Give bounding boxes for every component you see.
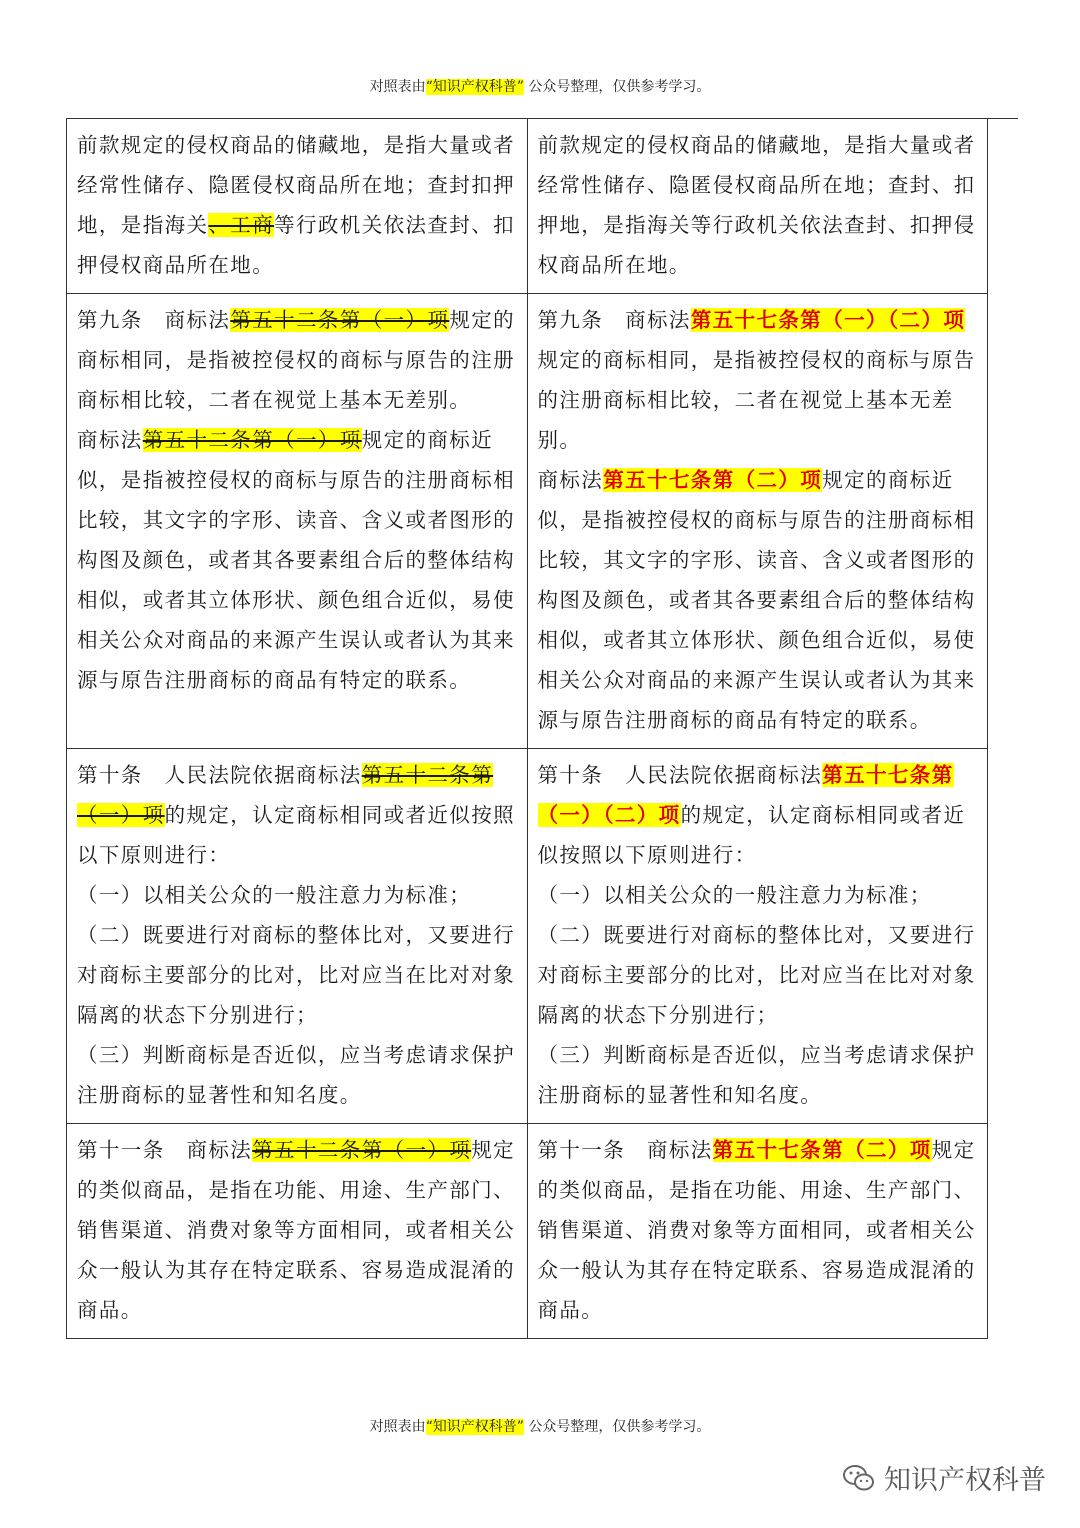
table-row: [67, 119, 988, 294]
list-item: （一）以相关公众的一般注意力为标准；: [77, 883, 472, 907]
deleted-text: 、工商: [208, 213, 275, 237]
added-text: 第五十七条第（二）项: [712, 1138, 932, 1162]
deleted-text: 第五十二条第（一）项: [230, 308, 450, 332]
list-item: （一）以相关公众的一般注意力为标准；: [537, 883, 932, 907]
deleted-text: 第五十二条第（一）项: [252, 1138, 472, 1162]
added-text: 第五十七条第（二）项: [603, 468, 823, 492]
table-row: [67, 1124, 988, 1339]
old-text-cell: 第十条 人民法院依据商标法第五十二条第（一）项的规定，认定商标相同或者近似按照以下原则进行： （一）以相关公众的一般注意力为标准； （二）既要进行对商标的整体比对，又要进行对商标主要部分的比对，比对应当在比对对象隔离的状态下分别进行； （三）判断商标是否近似，应当考虑请求保护注册商标的显著性和知名度。: [67, 749, 528, 1124]
added-text: 第五十七条第（一）（二）项: [690, 308, 966, 332]
page-header: [0, 76, 1080, 96]
list-item: （二）既要进行对商标的整体比对，又要进行对商标主要部分的比对，比对应当在比对对象隔离的状态下分别进行；: [77, 923, 515, 1027]
new-text-cell: 前款规定的侵权商品的储藏地，是指大量或者经常性储存、隐匿侵权商品所在地；查封、扣押地，是指海关等行政机关依法查封、扣押侵权商品所在地。: [527, 119, 988, 294]
table-row: [67, 294, 988, 749]
wechat-icon: [842, 1463, 876, 1493]
new-text-cell: 第十一条 商标法第五十七条第（二）项规定的类似商品，是指在功能、用途、生产部门、销售渠道、消费对象等方面相同，或者相关公众一般认为其存在特定联系、容易造成混淆的商品。: [527, 1124, 988, 1339]
watermark-text: 知识产权科普: [884, 1465, 1046, 1496]
account-watermark: [842, 1458, 1046, 1497]
list-item: （三）判断商标是否近似，应当考虑请求保护注册商标的显著性和知名度。: [77, 1043, 515, 1107]
header-brand: “知识产权科普”: [425, 79, 524, 95]
header-post: 公众号整理，仅供参考学习。: [523, 79, 711, 95]
old-text-cell: 第十一条 商标法第五十二条第（一）项规定的类似商品，是指在功能、用途、生产部门、销售渠道、消费对象等方面相同，或者相关公众一般认为其存在特定联系、容易造成混淆的商品。: [67, 1124, 528, 1339]
page-footer: [0, 1416, 1080, 1436]
footer-pre: 对照表由: [369, 1419, 426, 1435]
deleted-text: 第五十二条第（一）项: [77, 763, 494, 827]
header-pre: 对照表由: [369, 79, 426, 95]
comparison-table: [66, 118, 988, 1339]
table-row: [67, 749, 988, 1124]
old-text-cell: 第九条 商标法第五十二条第（一）项规定的商标相同，是指被控侵权的商标与原告的注册商标相比较，二者在视觉上基本无差别。 商标法第五十二条第（一）项规定的商标近似，是指被控侵权的商标与原告的注册商标相比较，其文字的字形、读音、含义或者图形的构图及颜色，或者其各要素组合后的整体结构相似，或者其立体形状、颜色组合近似，易使相关公众对商品的来源产生误认或者认为其来源与原告注册商标的商品有特定的联系。: [67, 294, 528, 749]
added-text: 第五十七条第（一）（二）项: [537, 763, 954, 827]
list-item: （二）既要进行对商标的整体比对，又要进行对商标主要部分的比对，比对应当在比对对象隔离的状态下分别进行；: [537, 923, 976, 1027]
new-text-cell: 第九条 商标法第五十七条第（一）（二）项规定的商标相同，是指被控侵权的商标与原告的注册商标相比较，二者在视觉上基本无差别。 商标法第五十七条第（二）项规定的商标近似，是指被控侵权的商标与原告的注册商标相比较，其文字的字形、读音、含义或者图形的构图及颜色，或者其各要素组合后的整体结构相似，或者其立体形状、颜色组合近似，易使相关公众对商品的来源产生误认或者认为其来源与原告注册商标的商品有特定的联系。: [527, 294, 988, 749]
old-text-cell: 前款规定的侵权商品的储藏地，是指大量或者经常性储存、隐匿侵权商品所在地；查封扣押地，是指海关、工商等行政机关依法查封、扣押侵权商品所在地。: [67, 119, 528, 294]
footer-brand: “知识产权科普”: [425, 1419, 524, 1435]
new-text-cell: 第十条 人民法院依据商标法第五十七条第（一）（二）项的规定，认定商标相同或者近似按照以下原则进行： （一）以相关公众的一般注意力为标准； （二）既要进行对商标的整体比对，又要进行对商标主要部分的比对，比对应当在比对对象隔离的状态下分别进行； （三）判断商标是否近似，应当考虑请求保护注册商标的显著性和知名度。: [527, 749, 988, 1124]
list-item: （三）判断商标是否近似，应当考虑请求保护注册商标的显著性和知名度。: [537, 1043, 976, 1107]
footer-post: 公众号整理，仅供参考学习。: [523, 1419, 711, 1435]
deleted-text: 第五十二条第（一）项: [142, 428, 362, 452]
